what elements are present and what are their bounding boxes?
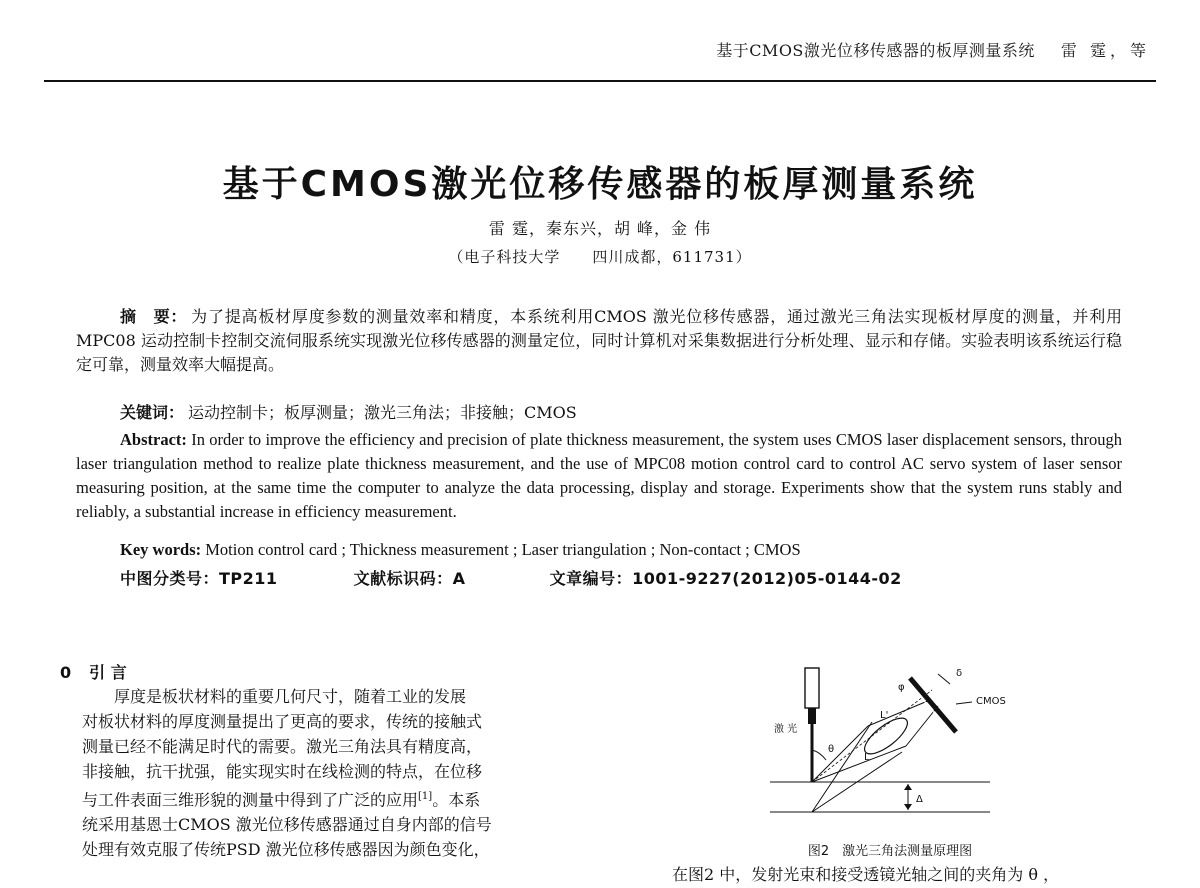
label-theta: θ xyxy=(828,744,835,755)
keywords-cn xyxy=(76,401,1122,425)
author-list: 雷 霆，秦东兴，胡 峰，金 伟 xyxy=(488,219,712,238)
section-heading xyxy=(60,660,127,683)
body-line-citation xyxy=(82,784,578,812)
keywords-en-label: Key words: xyxy=(120,540,202,559)
cmos-pointer xyxy=(956,702,972,704)
body-line-text: 与工件表面三维形貌的测量中得到了广泛的应用 xyxy=(82,790,419,810)
cmos-sensor xyxy=(908,678,956,736)
label-laser: 激 光 xyxy=(774,724,798,735)
body-line: 处理有效克服了传统PSD 激光位移传感器因为颜色变化， xyxy=(82,840,490,860)
laser-head xyxy=(805,668,819,708)
running-header-title: 基于CMOS激光位移传感器的板厚测量系统 xyxy=(716,41,1035,60)
abstract-cn-label: 摘 要： xyxy=(120,307,188,326)
paper-title: 基于CMOS激光位移传感器的板厚测量系统 xyxy=(222,164,978,205)
article-number: 文章编号：1001-9227(2012)05-0144-02 xyxy=(549,569,902,588)
abstract-en xyxy=(76,428,1122,524)
body-line: 测量已经不能满足时代的需要。激光三角法具有精度高， xyxy=(82,737,483,756)
clc-number: 中图分类号：TP211 xyxy=(120,569,278,588)
intro-body xyxy=(82,684,578,862)
section-number: 0 xyxy=(60,663,72,682)
abstract-cn-text: 为了提高板材厚度参数的测量效率和精度，本系统利用CMOS 激光位移传感器，通过激光三角法实现板材厚度的测量，并利用MPC08 运动控制卡控制交流伺服系统实现激光位移传感器的测量定位，同时计算机对采集数据进行分析处理、显示和存储。实验表明该系统运行稳定可靠，测量效率大幅提高。 xyxy=(76,307,1122,374)
body-line: 统采用基恩士CMOS 激光位移传感器通过自身内部的信号 xyxy=(82,815,492,835)
running-header-authors: 雷 霆，等 xyxy=(1060,41,1150,60)
affiliation: （电子科技大学 四川成都，611731） xyxy=(448,248,752,266)
laser-body xyxy=(808,708,816,724)
citation-ref: [1] xyxy=(418,791,433,802)
classification-line xyxy=(120,566,902,589)
keywords-cn-label: 关键词： xyxy=(120,403,185,422)
body-line: 非接触，抗干扰强，能实现实时在线检测的特点，在位移 xyxy=(82,762,483,781)
document-code: 文献标识码：A xyxy=(353,569,466,588)
body-line-tail: 。本系 xyxy=(432,790,481,810)
keywords-en xyxy=(120,540,801,560)
abstract-cn xyxy=(76,305,1122,377)
delta-arrowhead-down xyxy=(904,804,912,810)
body-line: 对板状材料的厚度测量提出了更高的要求，传统的接触式 xyxy=(82,712,483,731)
reflected-beam xyxy=(812,746,906,782)
section-title: 引 言 xyxy=(89,663,127,682)
label-delta-small: δ xyxy=(956,668,963,679)
focused-beam xyxy=(868,700,930,726)
sensor-shift-arrow xyxy=(938,674,950,684)
label-cmos: CMOS xyxy=(976,696,1006,707)
label-phi: φ xyxy=(898,682,905,693)
label-l-prime: L' xyxy=(880,710,889,721)
abstract-en-text: In order to improve the efficiency and precision of plate thickness measurement, the system uses CMOS laser displacement sensors, through laser triangulation method to realize plate thickness measurement, and the use of MPC08 motion control card to control AC servo system of laser sensor measuring position, at the same time the computer to analyze the data processing, display and storage. Experiments show that the system runs stably and reliably, a substantial increase in efficiency measurement. xyxy=(76,430,1122,521)
label-delta: Δ xyxy=(916,794,923,805)
keywords-cn-text: 运动控制卡；板厚测量；激光三角法；非接触；CMOS xyxy=(188,403,577,422)
triangulation-figure xyxy=(760,660,1020,830)
header-rule xyxy=(44,80,1156,82)
keywords-en-text: Motion control card ; Thickness measurement ; Laser triangulation ; Non-contact ; CMOS xyxy=(205,540,801,559)
theta-arc xyxy=(812,750,826,760)
figure-caption: 图2 激光三角法测量原理图 xyxy=(807,844,973,859)
body-line: 厚度是板状材料的重要几何尺寸，随着工业的发展 xyxy=(114,687,467,706)
label-l: L xyxy=(864,752,870,763)
abstract-en-label: Abstract: xyxy=(120,430,187,449)
running-header xyxy=(560,38,1150,61)
body-right-line: 在图2 中，发射光束和接受透镜光轴之间的夹角为 θ ， xyxy=(672,865,1060,884)
reflected-beam xyxy=(812,722,872,812)
delta-arrowhead-up xyxy=(904,784,912,790)
